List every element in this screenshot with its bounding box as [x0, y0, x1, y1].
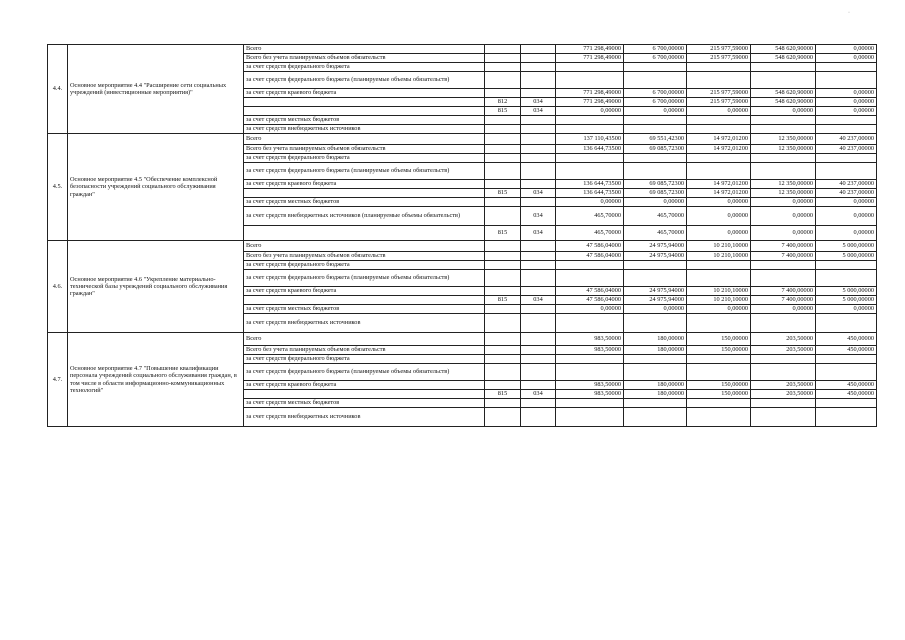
amount-cell: 0,00000: [687, 305, 751, 314]
amount-cell: 136 644,73500: [556, 145, 624, 154]
amount-cell: 24 975,94000: [624, 296, 687, 305]
amount-cell: [816, 364, 877, 381]
amount-cell: [687, 125, 751, 134]
amount-cell: [624, 355, 687, 364]
amount-cell: [556, 72, 624, 89]
funding-source-label: за счет средств федерального бюджета: [244, 355, 485, 364]
amount-cell: 40 237,00000: [816, 180, 877, 189]
amount-cell: 180,00000: [624, 381, 687, 390]
amount-cell: 0,00000: [816, 54, 877, 63]
funding-source-label: за счет средств краевого бюджета: [244, 180, 485, 189]
amount-cell: 0,00000: [556, 198, 624, 207]
amount-cell: 0,00000: [816, 45, 877, 54]
grbs-code: [485, 145, 521, 154]
amount-cell: [687, 270, 751, 287]
amount-cell: [816, 408, 877, 427]
amount-cell: 203,50000: [751, 381, 816, 390]
section-code: 034: [521, 107, 556, 116]
amount-cell: [687, 355, 751, 364]
funding-source-label: за счет средств федерального бюджета (планируемые объемы обязательств): [244, 163, 485, 180]
amount-cell: 203,50000: [751, 390, 816, 399]
table-row: [48, 333, 877, 346]
grbs-code: 815: [485, 107, 521, 116]
section-code: [521, 154, 556, 163]
grbs-code: [485, 364, 521, 381]
amount-cell: 0,00000: [624, 107, 687, 116]
amount-cell: [816, 314, 877, 333]
section-code: [521, 346, 556, 355]
amount-cell: 215 977,59000: [687, 98, 751, 107]
amount-cell: 10 210,10000: [687, 241, 751, 252]
amount-cell: 548 620,90000: [751, 45, 816, 54]
amount-cell: 465,70000: [556, 226, 624, 241]
funding-source-label: [244, 390, 485, 399]
amount-cell: [556, 314, 624, 333]
amount-cell: 24 975,94000: [624, 252, 687, 261]
section-code: [521, 287, 556, 296]
funding-source-label: за счет средств федерального бюджета: [244, 63, 485, 72]
amount-cell: 450,00000: [816, 381, 877, 390]
amount-cell: [624, 116, 687, 125]
section-code: [521, 63, 556, 72]
funding-source-label: за счет средств внебюджетных источников (планируемые объемы обязательств): [244, 207, 485, 226]
amount-cell: [816, 72, 877, 89]
amount-cell: [751, 408, 816, 427]
amount-cell: [624, 270, 687, 287]
amount-cell: [687, 63, 751, 72]
section-number: 4.5.: [48, 134, 68, 241]
section-code: [521, 134, 556, 145]
amount-cell: [624, 154, 687, 163]
section-code: [521, 116, 556, 125]
grbs-code: [485, 241, 521, 252]
amount-cell: 12 350,00000: [751, 180, 816, 189]
amount-cell: 0,00000: [816, 89, 877, 98]
section-code: 034: [521, 226, 556, 241]
amount-cell: [556, 125, 624, 134]
amount-cell: 69 551,42300: [624, 134, 687, 145]
grbs-code: [485, 45, 521, 54]
amount-cell: 0,00000: [751, 198, 816, 207]
amount-cell: 24 975,94000: [624, 287, 687, 296]
section-code: [521, 408, 556, 427]
amount-cell: 450,00000: [816, 346, 877, 355]
amount-cell: [624, 261, 687, 270]
amount-cell: [556, 163, 624, 180]
amount-cell: [751, 116, 816, 125]
funding-source-label: за счет средств местных бюджетов: [244, 305, 485, 314]
section-code: [521, 364, 556, 381]
grbs-code: [485, 314, 521, 333]
table-row: [48, 134, 877, 145]
section-code: 034: [521, 98, 556, 107]
amount-cell: 6 700,00000: [624, 98, 687, 107]
amount-cell: [751, 355, 816, 364]
amount-cell: 150,00000: [687, 390, 751, 399]
amount-cell: 6 700,00000: [624, 54, 687, 63]
funding-source-label: Всего без учета планируемых объемов обязательств: [244, 252, 485, 261]
amount-cell: [816, 399, 877, 408]
section-code: [521, 180, 556, 189]
amount-cell: [556, 270, 624, 287]
grbs-code: [485, 355, 521, 364]
funding-source-label: за счет средств краевого бюджета: [244, 381, 485, 390]
section-code: [521, 270, 556, 287]
amount-cell: 12 350,00000: [751, 189, 816, 198]
amount-cell: 10 210,10000: [687, 252, 751, 261]
grbs-code: [485, 163, 521, 180]
amount-cell: [624, 408, 687, 427]
section-code: [521, 314, 556, 333]
amount-cell: 0,00000: [816, 98, 877, 107]
table-row: [48, 241, 877, 252]
funding-source-label: [244, 226, 485, 241]
funding-source-label: Всего без учета планируемых объемов обязательств: [244, 54, 485, 63]
grbs-code: 815: [485, 296, 521, 305]
amount-cell: [687, 261, 751, 270]
amount-cell: 465,70000: [624, 207, 687, 226]
amount-cell: 12 350,00000: [751, 134, 816, 145]
amount-cell: [751, 261, 816, 270]
amount-cell: 47 586,04000: [556, 241, 624, 252]
amount-cell: [624, 72, 687, 89]
amount-cell: 0,00000: [816, 107, 877, 116]
amount-cell: [751, 364, 816, 381]
amount-cell: 465,70000: [556, 207, 624, 226]
section-code: [521, 381, 556, 390]
amount-cell: 465,70000: [624, 226, 687, 241]
amount-cell: 180,00000: [624, 346, 687, 355]
amount-cell: 0,00000: [816, 198, 877, 207]
grbs-code: [485, 154, 521, 163]
grbs-code: [485, 252, 521, 261]
funding-source-label: Всего: [244, 333, 485, 346]
amount-cell: [687, 72, 751, 89]
grbs-code: [485, 116, 521, 125]
table-row: [48, 45, 877, 54]
amount-cell: [624, 364, 687, 381]
amount-cell: 0,00000: [751, 305, 816, 314]
grbs-code: [485, 54, 521, 63]
amount-cell: [751, 163, 816, 180]
amount-cell: 150,00000: [687, 346, 751, 355]
grbs-code: [485, 180, 521, 189]
grbs-code: [485, 346, 521, 355]
amount-cell: 47 586,04000: [556, 296, 624, 305]
amount-cell: [556, 399, 624, 408]
funding-source-label: за счет средств краевого бюджета: [244, 89, 485, 98]
amount-cell: 14 972,01200: [687, 189, 751, 198]
section-code: 034: [521, 189, 556, 198]
amount-cell: 203,50000: [751, 333, 816, 346]
amount-cell: [751, 125, 816, 134]
amount-cell: 10 210,10000: [687, 287, 751, 296]
section-number: 4.7.: [48, 333, 68, 427]
amount-cell: 7 400,00000: [751, 241, 816, 252]
amount-cell: 40 237,00000: [816, 189, 877, 198]
section-code: [521, 72, 556, 89]
amount-cell: 14 972,01200: [687, 145, 751, 154]
amount-cell: 0,00000: [751, 207, 816, 226]
funding-source-label: за счет средств местных бюджетов: [244, 399, 485, 408]
amount-cell: [624, 63, 687, 72]
amount-cell: 0,00000: [751, 226, 816, 241]
amount-cell: 40 237,00000: [816, 134, 877, 145]
amount-cell: [624, 163, 687, 180]
amount-cell: 450,00000: [816, 390, 877, 399]
grbs-code: 815: [485, 226, 521, 241]
funding-source-label: за счет средств внебюджетных источников: [244, 314, 485, 333]
amount-cell: 771 298,49000: [556, 98, 624, 107]
amount-cell: [687, 399, 751, 408]
amount-cell: 47 586,04000: [556, 252, 624, 261]
amount-cell: 983,50000: [556, 333, 624, 346]
amount-cell: 7 400,00000: [751, 296, 816, 305]
amount-cell: [687, 408, 751, 427]
amount-cell: 0,00000: [556, 305, 624, 314]
amount-cell: 5 000,00000: [816, 252, 877, 261]
amount-cell: 771 298,49000: [556, 45, 624, 54]
section-code: [521, 125, 556, 134]
funding-source-label: Всего без учета планируемых объемов обязательств: [244, 145, 485, 154]
amount-cell: 0,00000: [816, 226, 877, 241]
amount-cell: 0,00000: [687, 226, 751, 241]
funding-source-label: [244, 107, 485, 116]
section-title: Основное мероприятие 4.4 "Расширение сети социальных учреждений (инвестиционные мероприятия)": [68, 45, 244, 134]
amount-cell: 983,50000: [556, 390, 624, 399]
amount-cell: [556, 63, 624, 72]
amount-cell: 6 700,00000: [624, 45, 687, 54]
amount-cell: 0,00000: [624, 198, 687, 207]
grbs-code: 815: [485, 189, 521, 198]
amount-cell: [751, 399, 816, 408]
amount-cell: 983,50000: [556, 346, 624, 355]
amount-cell: 0,00000: [687, 107, 751, 116]
amount-cell: 0,00000: [751, 107, 816, 116]
amount-cell: 137 110,43500: [556, 134, 624, 145]
section-code: [521, 252, 556, 261]
section-code: [521, 399, 556, 408]
section-code: [521, 355, 556, 364]
section-title: Основное мероприятие 4.6 "Укрепление материально-технической базы учреждений социального обслуживания граждан": [68, 241, 244, 333]
amount-cell: 548 620,90000: [751, 98, 816, 107]
section-code: 034: [521, 390, 556, 399]
section-code: [521, 45, 556, 54]
amount-cell: 548 620,90000: [751, 54, 816, 63]
funding-source-label: Всего без учета планируемых объемов обязательств: [244, 346, 485, 355]
section-code: 034: [521, 296, 556, 305]
grbs-code: [485, 125, 521, 134]
funding-source-label: за счет средств местных бюджетов: [244, 198, 485, 207]
amount-cell: [751, 154, 816, 163]
section-code: [521, 241, 556, 252]
amount-cell: 14 972,01200: [687, 180, 751, 189]
amount-cell: 14 972,01200: [687, 134, 751, 145]
amount-cell: [751, 270, 816, 287]
amount-cell: [624, 314, 687, 333]
grbs-code: [485, 305, 521, 314]
amount-cell: [687, 154, 751, 163]
amount-cell: [751, 63, 816, 72]
amount-cell: 7 400,00000: [751, 252, 816, 261]
amount-cell: 0,00000: [816, 305, 877, 314]
funding-source-label: за счет средств местных бюджетов: [244, 116, 485, 125]
grbs-code: [485, 207, 521, 226]
page-mark: ·: [848, 10, 850, 16]
amount-cell: [687, 116, 751, 125]
amount-cell: 450,00000: [816, 333, 877, 346]
grbs-code: [485, 287, 521, 296]
budget-table: [47, 44, 877, 427]
grbs-code: [485, 198, 521, 207]
amount-cell: [751, 72, 816, 89]
section-code: [521, 333, 556, 346]
amount-cell: [556, 154, 624, 163]
funding-source-label: за счет средств внебюджетных источников: [244, 125, 485, 134]
grbs-code: [485, 261, 521, 270]
amount-cell: 24 975,94000: [624, 241, 687, 252]
amount-cell: 0,00000: [556, 107, 624, 116]
funding-source-label: за счет средств федерального бюджета: [244, 261, 485, 270]
amount-cell: 47 586,04000: [556, 287, 624, 296]
grbs-code: [485, 89, 521, 98]
section-code: [521, 305, 556, 314]
section-code: [521, 261, 556, 270]
amount-cell: 983,50000: [556, 381, 624, 390]
amount-cell: [624, 399, 687, 408]
amount-cell: [624, 125, 687, 134]
section-title: Основное мероприятие 4.7 "Повышение квалификации персонала учреждений социального обслуживания граждан, в том числе в области информационно-коммуникационных технологий": [68, 333, 244, 427]
amount-cell: [556, 355, 624, 364]
amount-cell: [816, 154, 877, 163]
funding-source-label: [244, 296, 485, 305]
amount-cell: 0,00000: [687, 207, 751, 226]
amount-cell: [556, 116, 624, 125]
grbs-code: [485, 381, 521, 390]
amount-cell: [816, 125, 877, 134]
grbs-code: [485, 408, 521, 427]
amount-cell: 150,00000: [687, 381, 751, 390]
grbs-code: 812: [485, 98, 521, 107]
section-code: [521, 54, 556, 63]
amount-cell: 215 977,59000: [687, 54, 751, 63]
amount-cell: [751, 314, 816, 333]
amount-cell: [816, 355, 877, 364]
section-code: [521, 163, 556, 180]
amount-cell: [687, 163, 751, 180]
funding-source-label: Всего: [244, 134, 485, 145]
section-code: [521, 89, 556, 98]
grbs-code: [485, 270, 521, 287]
amount-cell: [687, 364, 751, 381]
amount-cell: [816, 163, 877, 180]
amount-cell: [816, 63, 877, 72]
amount-cell: 5 000,00000: [816, 287, 877, 296]
grbs-code: [485, 399, 521, 408]
amount-cell: 5 000,00000: [816, 296, 877, 305]
amount-cell: [556, 364, 624, 381]
funding-source-label: за счет средств внебюджетных источников: [244, 408, 485, 427]
amount-cell: 215 977,59000: [687, 89, 751, 98]
section-code: [521, 198, 556, 207]
grbs-code: 815: [485, 390, 521, 399]
funding-source-label: за счет средств федерального бюджета (планируемые объемы обязательств): [244, 270, 485, 287]
amount-cell: 40 237,00000: [816, 145, 877, 154]
section-title: Основное мероприятие 4.5 "Обеспечение комплексной безопасности учреждений социального обслуживания граждан": [68, 134, 244, 241]
grbs-code: [485, 134, 521, 145]
funding-source-label: за счет средств федерального бюджета (планируемые объемы обязательств): [244, 364, 485, 381]
section-code: 034: [521, 207, 556, 226]
amount-cell: 69 085,72300: [624, 189, 687, 198]
funding-source-label: за счет средств федерального бюджета: [244, 154, 485, 163]
amount-cell: 7 400,00000: [751, 287, 816, 296]
amount-cell: 215 977,59000: [687, 45, 751, 54]
amount-cell: [816, 270, 877, 287]
section-code: [521, 145, 556, 154]
amount-cell: 0,00000: [624, 305, 687, 314]
amount-cell: 0,00000: [816, 207, 877, 226]
amount-cell: [556, 261, 624, 270]
grbs-code: [485, 72, 521, 89]
amount-cell: 548 620,90000: [751, 89, 816, 98]
amount-cell: [816, 261, 877, 270]
amount-cell: 69 085,72300: [624, 180, 687, 189]
funding-source-label: за счет средств краевого бюджета: [244, 287, 485, 296]
funding-source-label: Всего: [244, 45, 485, 54]
amount-cell: 6 700,00000: [624, 89, 687, 98]
grbs-code: [485, 63, 521, 72]
funding-source-label: [244, 189, 485, 198]
funding-source-label: Всего: [244, 241, 485, 252]
amount-cell: 69 085,72300: [624, 145, 687, 154]
section-number: 4.4.: [48, 45, 68, 134]
funding-source-label: за счет средств федерального бюджета (планируемые объемы обязательств): [244, 72, 485, 89]
amount-cell: 10 210,10000: [687, 296, 751, 305]
amount-cell: 180,00000: [624, 333, 687, 346]
amount-cell: [556, 408, 624, 427]
amount-cell: 12 350,00000: [751, 145, 816, 154]
amount-cell: 0,00000: [687, 198, 751, 207]
amount-cell: 771 298,49000: [556, 54, 624, 63]
amount-cell: 136 644,73500: [556, 189, 624, 198]
amount-cell: 136 644,73500: [556, 180, 624, 189]
grbs-code: [485, 333, 521, 346]
amount-cell: 5 000,00000: [816, 241, 877, 252]
amount-cell: 771 298,49000: [556, 89, 624, 98]
section-number: 4.6.: [48, 241, 68, 333]
amount-cell: 150,00000: [687, 333, 751, 346]
amount-cell: [687, 314, 751, 333]
amount-cell: [816, 116, 877, 125]
amount-cell: 180,00000: [624, 390, 687, 399]
funding-source-label: [244, 98, 485, 107]
amount-cell: 203,50000: [751, 346, 816, 355]
